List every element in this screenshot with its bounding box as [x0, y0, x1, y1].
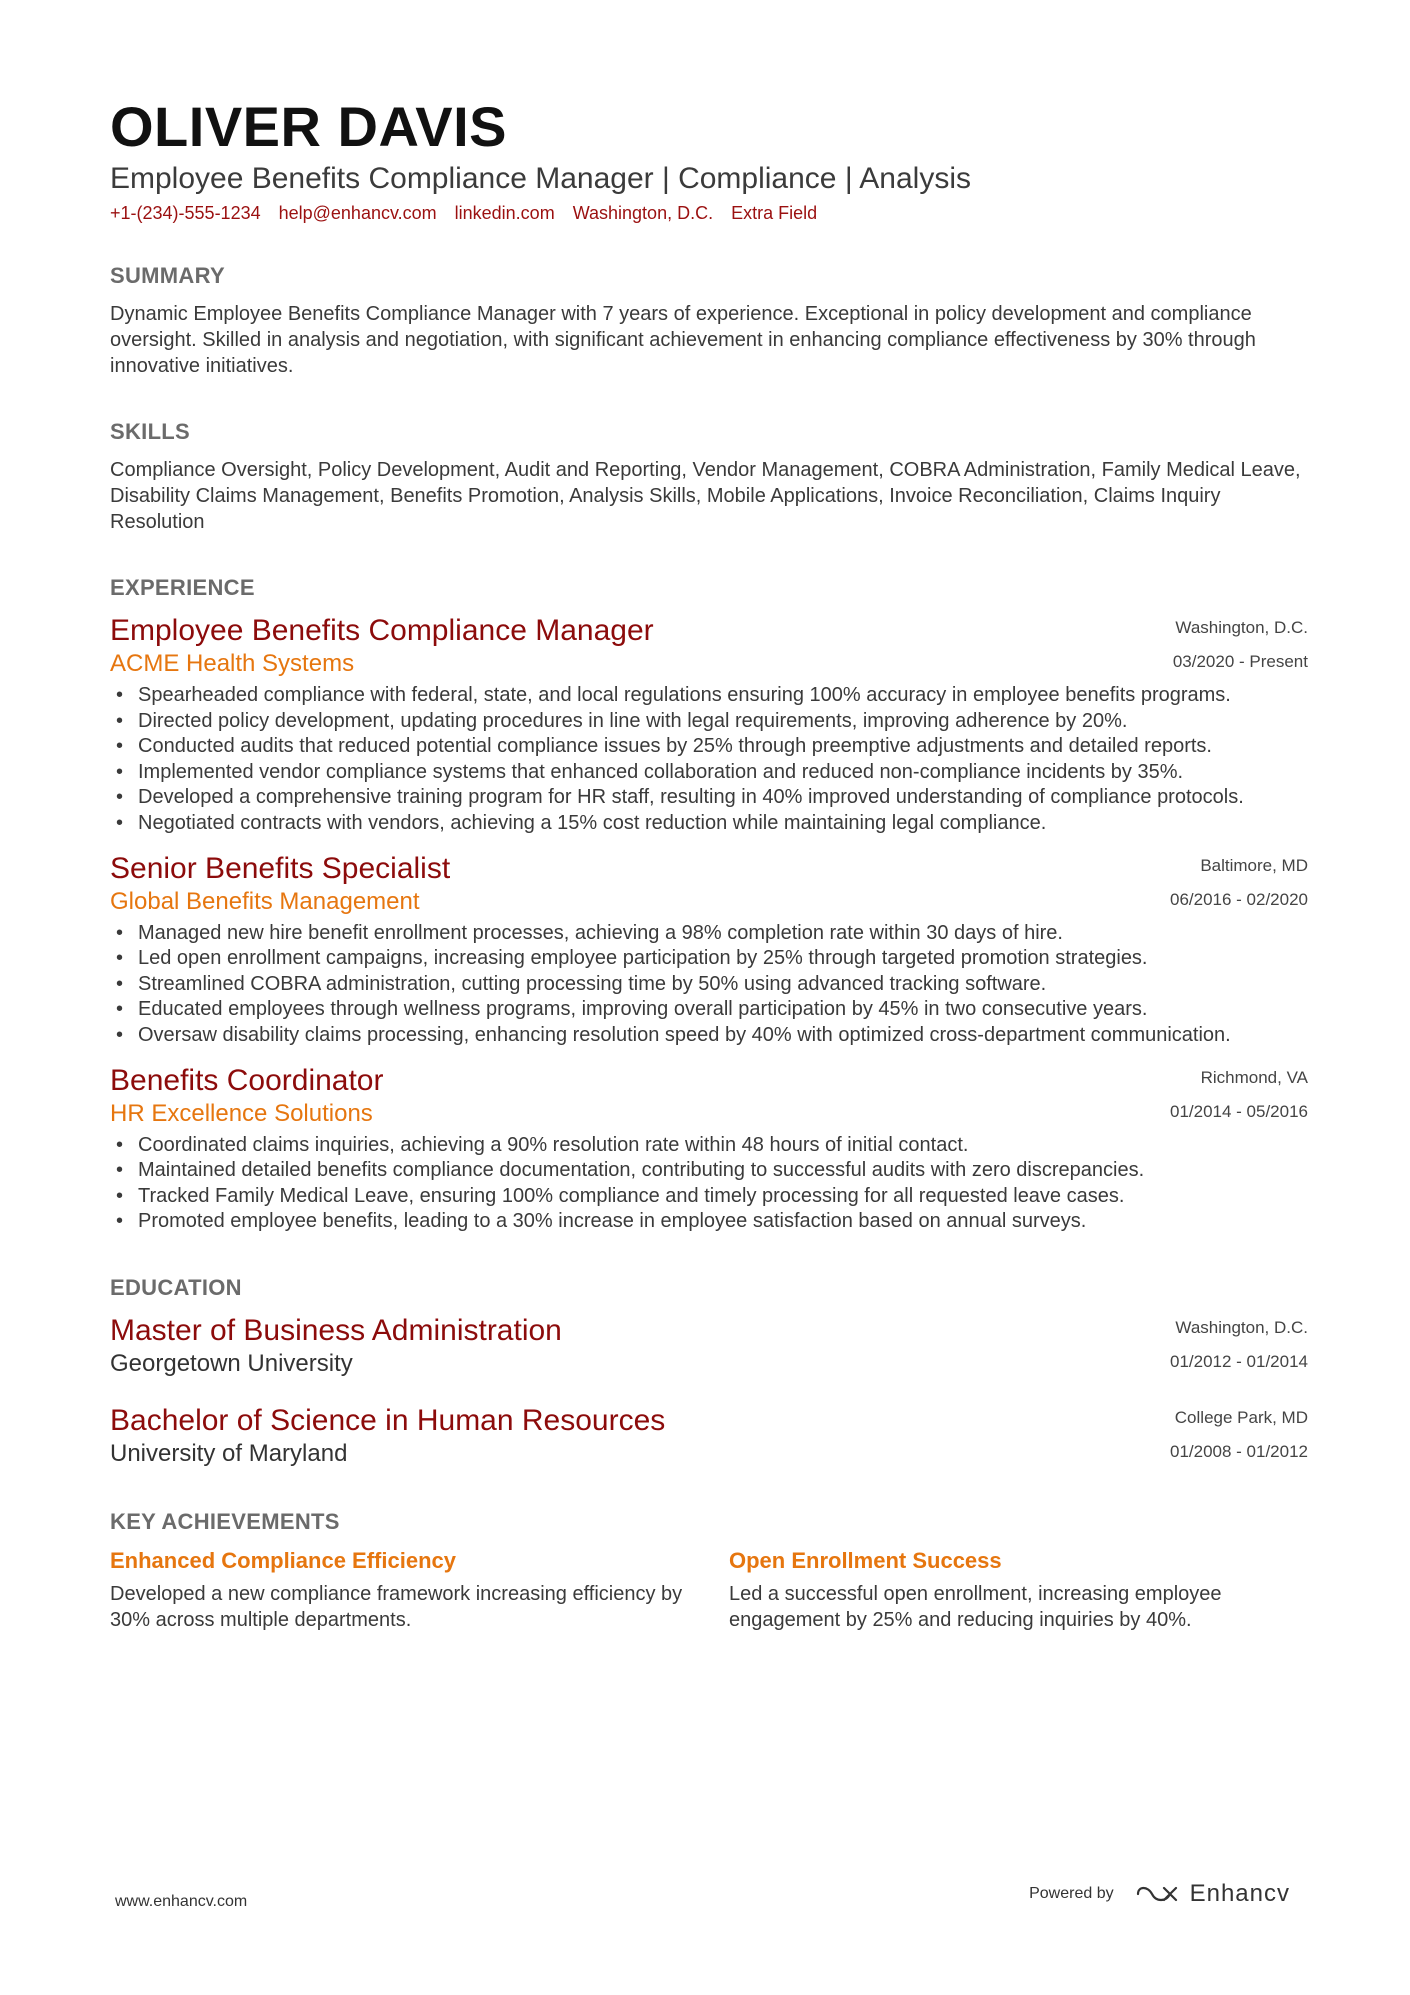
enhancv-logo-icon: [1136, 1882, 1180, 1906]
contact-bar: [110, 201, 1308, 225]
education-location: College Park, MD: [1174, 1407, 1308, 1427]
job-location: Washington, D.C.: [1175, 618, 1308, 637]
job-dates: 01/2014 - 05/2016: [1169, 1101, 1308, 1121]
brand-name: Enhancv: [1189, 1880, 1290, 1907]
powered-by-label: Powered by: [1029, 1885, 1114, 1902]
footer-website[interactable]: www.enhancv.com: [115, 1893, 248, 1910]
school-name: University of Maryland: [110, 1439, 348, 1467]
summary-section: [110, 263, 1308, 379]
contact-extra: Extra Field: [731, 203, 818, 223]
experience-entry: [110, 613, 1308, 837]
bullet-item: • Conducted audits that reduced potential compliance issues by 25% through preemptive adjustments and detailed reports.: [138, 734, 1308, 760]
job-location: Richmond, VA: [1200, 1067, 1308, 1087]
job-dates: 03/2020 - Present: [1172, 652, 1308, 671]
bullet-item: • Negotiated contracts with vendors, achieving a 15% cost reduction while maintaining legal compliance.: [138, 811, 1308, 837]
bullet-item: • Spearheaded compliance with federal, state, and local regulations ensuring 100% accuracy in employee benefits programs.: [138, 683, 1308, 709]
contact-location: Washington, D.C.: [572, 203, 714, 223]
job-title: Senior Benefits Specialist: [110, 851, 451, 885]
job-title: Employee Benefits Compliance Manager: [110, 614, 654, 647]
education-entry: [110, 1403, 1308, 1469]
section-title: KEY ACHIEVEMENTS: [110, 1508, 340, 1534]
bullet-item: • Led open enrollment campaigns, increasing employee participation by 25% through targeted promotion strategies.: [138, 946, 1308, 972]
experience-section: [110, 575, 1308, 1235]
achievement-text: Led a successful open enrollment, increasing employee engagement by 25% and reducing inquiries by 40%.: [729, 1582, 1222, 1631]
bullet-item: • Implemented vendor compliance systems that enhanced collaboration and reduced non-compliance incidents by 35%.: [138, 760, 1308, 786]
job-location: Baltimore, MD: [1200, 855, 1308, 875]
bullet-item: • Promoted employee benefits, leading to a 30% increase in employee satisfaction based on annual surveys.: [138, 1209, 1308, 1235]
bullet-item: • Managed new hire benefit enrollment processes, achieving a 98% completion rate within 30 days of hire.: [138, 921, 1308, 947]
achievement-item: [110, 1547, 689, 1633]
degree-title: Bachelor of Science in Human Resources: [110, 1403, 666, 1437]
bullet-item: • Coordinated claims inquiries, achieving a 90% resolution rate within 48 hours of initial contact.: [138, 1133, 1308, 1159]
bullet-item: • Directed policy development, updating procedures in line with legal requirements, improving adherence by 20%.: [138, 709, 1308, 735]
job-title: Benefits Coordinator: [110, 1063, 384, 1097]
candidate-name: OLIVER DAVIS: [110, 95, 508, 158]
job-bullets: [110, 683, 1308, 837]
experience-entry: [110, 1063, 1308, 1235]
section-title: SUMMARY: [110, 263, 225, 288]
enhancv-brand[interactable]: [1136, 1880, 1290, 1908]
education-entry: [110, 1313, 1308, 1379]
education-dates: 01/2008 - 01/2012: [1169, 1441, 1308, 1461]
achievements-section: [110, 1509, 1308, 1633]
contact-linkedin[interactable]: linkedin.com: [454, 203, 555, 223]
bullet-item: • Streamlined COBRA administration, cutting processing time by 50% using advanced tracking software.: [138, 972, 1308, 998]
achievement-text: Developed a new compliance framework increasing efficiency by 30% across multiple departments.: [110, 1582, 683, 1631]
bullet-item: • Tracked Family Medical Leave, ensuring 100% compliance and timely processing for all requested leave cases.: [138, 1184, 1308, 1210]
company-name: HR Excellence Solutions: [110, 1099, 373, 1127]
section-title: EXPERIENCE: [110, 575, 255, 600]
skills-text: Compliance Oversight, Policy Development, Audit and Reporting, Vendor Management, COBRA Administration, Family Medical Leave, Disability Claims Management, Benefits Promotion, Analysis Skills, Mobile Applications, Invoice Reconciliation, Claims Inquiry Resolution: [110, 459, 1301, 533]
footer-branding: [1029, 1880, 1290, 1908]
education-location: Washington, D.C.: [1175, 1317, 1308, 1337]
contact-email[interactable]: help@enhancv.com: [278, 203, 437, 223]
job-bullets: [110, 1133, 1308, 1235]
skills-section: [110, 419, 1308, 535]
education-section: [110, 1275, 1308, 1469]
summary-text: Dynamic Employee Benefits Compliance Manager with 7 years of experience. Exceptional in policy development and compliance oversight. Skilled in analysis and negotiation, with significant achievement in enhancing compliance effectiveness by 30% through innovative initiatives.: [110, 303, 1256, 377]
achievement-item: [729, 1547, 1308, 1633]
education-dates: 01/2012 - 01/2014: [1169, 1351, 1308, 1371]
experience-entry: [110, 851, 1308, 1049]
degree-title: Master of Business Administration: [110, 1313, 562, 1347]
achievement-title: Open Enrollment Success: [729, 1547, 1002, 1573]
bullet-item: • Oversaw disability claims processing, enhancing resolution speed by 40% with optimized cross-department communication.: [138, 1023, 1308, 1049]
achievements-grid: [110, 1547, 1308, 1633]
bullet-item: • Developed a comprehensive training program for HR staff, resulting in 40% improved understanding of compliance protocols.: [138, 785, 1308, 811]
section-title: SKILLS: [110, 419, 191, 444]
company-name: Global Benefits Management: [110, 887, 420, 915]
achievement-title: Enhanced Compliance Efficiency: [110, 1547, 456, 1573]
resume-page: [110, 95, 1308, 1633]
school-name: Georgetown University: [110, 1349, 353, 1377]
job-dates: 06/2016 - 02/2020: [1169, 889, 1308, 909]
headline: Employee Benefits Compliance Manager | Compliance | Analysis: [110, 162, 972, 195]
job-bullets: [110, 921, 1308, 1049]
company-name: ACME Health Systems: [110, 650, 355, 677]
contact-phone[interactable]: +1-(234)-555-1234: [110, 203, 261, 223]
bullet-item: • Maintained detailed benefits compliance documentation, contributing to successful audits with zero discrepancies.: [138, 1158, 1308, 1184]
bullet-item: • Educated employees through wellness programs, improving overall participation by 45% in two consecutive years.: [138, 997, 1308, 1023]
section-title: EDUCATION: [110, 1274, 242, 1300]
